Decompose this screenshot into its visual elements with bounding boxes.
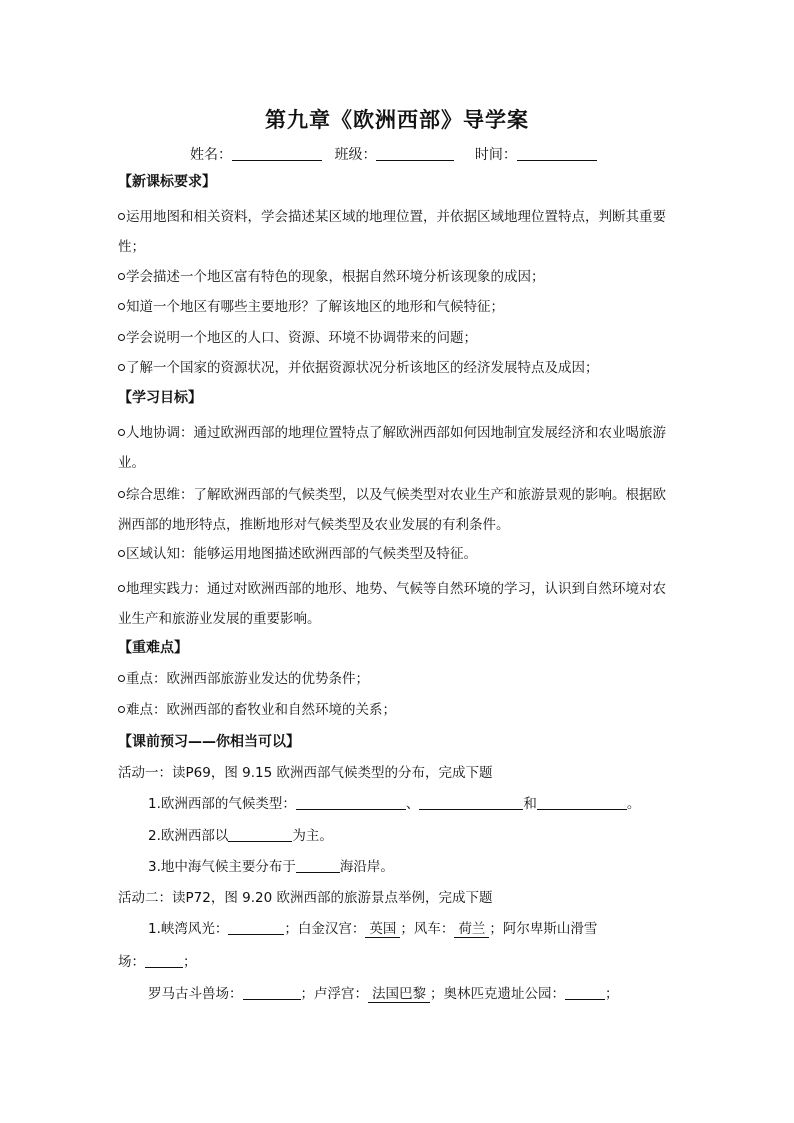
question-text: 1.欧洲西部的气候类型： [148, 796, 296, 812]
activity-two-line-3 [148, 984, 708, 1004]
list-item-text: 学会描述一个地区富有特色的现象，根据自然环境分析该现象的成因； [126, 269, 545, 285]
bullet-icon [118, 491, 125, 498]
bullet-icon [118, 675, 125, 682]
answer-blank[interactable] [296, 795, 406, 810]
list-item [118, 544, 678, 564]
name-label: 姓名： [190, 147, 232, 163]
question-text: 1.峡湾风光： [148, 921, 229, 937]
list-item [118, 202, 678, 262]
question-text: 3.地中海气候主要分布于 [148, 859, 296, 875]
answer-blank[interactable] [537, 795, 627, 810]
separator-text: 、 [405, 796, 420, 812]
list-item [118, 418, 678, 478]
list-item [118, 669, 678, 689]
answer-blank[interactable] [565, 985, 605, 1000]
name-blank[interactable] [232, 146, 322, 161]
bullet-icon [118, 550, 125, 557]
question-text: ；白金汉宫： [284, 921, 366, 937]
question-text: ； [605, 986, 619, 1002]
filled-answer[interactable]: 法国巴黎 [368, 986, 430, 1003]
question-text: 罗马古斗兽场： [148, 986, 243, 1002]
question-text: ；奥林匹克遗址公园： [430, 986, 565, 1002]
question-text: 海沿岸。 [339, 859, 394, 875]
bullet-icon [118, 213, 125, 220]
bullet-icon [118, 706, 125, 713]
list-item [118, 700, 678, 720]
answer-blank[interactable] [228, 827, 292, 842]
question-text: 2.欧洲西部以 [148, 828, 229, 844]
answer-blank[interactable] [228, 920, 284, 935]
activity-two-line-1 [148, 919, 708, 939]
list-item [118, 358, 678, 378]
list-item [118, 267, 678, 287]
filled-answer[interactable]: 荷兰 [454, 921, 489, 938]
activity-two-line-2 [118, 952, 678, 972]
activity-two-title: 活动二：读P72，图 9.20 欧洲西部的旅游景点举例，完成下题 [118, 890, 493, 906]
page-title: 第九章《欧洲西部》导学案 [265, 108, 529, 132]
section-heading-key-points: 【重难点】 [118, 640, 188, 656]
list-item-text: 知道一个地区有哪些主要地形？了解该地区的地形和气候特征； [126, 299, 504, 315]
list-item [118, 328, 678, 348]
question-text: 为主。 [292, 828, 333, 844]
question-3 [148, 857, 708, 877]
list-item-text: 重点：欧洲西部旅游业发达的优势条件； [126, 671, 369, 687]
bullet-icon [118, 334, 125, 341]
answer-blank[interactable] [296, 858, 340, 873]
list-item-text: 区域认知：能够运用地图描述欧洲西部的气候类型及特征。 [126, 546, 477, 562]
list-item-text: 学会说明一个地区的人口、资源、环境不协调带来的问题； [126, 330, 477, 346]
list-item [118, 480, 678, 540]
question-text: ；卢浮宫： [300, 986, 368, 1002]
activity-one-title: 活动一：读P69，图 9.15 欧洲西部气候类型的分布，完成下题 [118, 765, 493, 781]
answer-blank[interactable] [419, 795, 523, 810]
bullet-icon [118, 364, 125, 371]
separator-text: 和 [523, 796, 537, 812]
class-blank[interactable] [376, 146, 454, 161]
list-item-text: 综合思维：了解欧洲西部的气候类型，以及气候类型对农业生产和旅游景观的影响。根据欧洲西部的地形特点，推断地形对气候类型及农业发展的有利条件。 [118, 487, 666, 533]
time-label: 时间： [474, 147, 517, 163]
separator-text: 。 [626, 796, 641, 812]
question-text: ；阿尔卑斯山滑雪 [489, 921, 598, 937]
question-text: ； [183, 954, 197, 970]
question-2 [148, 826, 708, 846]
list-item-text: 难点：欧洲西部的畜牧业和自然环境的关系； [126, 702, 396, 718]
student-info-row [190, 144, 597, 164]
section-heading-objectives: 【学习目标】 [118, 390, 202, 406]
list-item-text: 运用地图和相关资料，学会描述某区域的地理位置，并依据区域地理位置特点，判断其重要性； [118, 209, 666, 255]
question-text: 场： [118, 954, 145, 970]
question-1 [148, 794, 708, 814]
section-heading-standards: 【新课标要求】 [118, 174, 216, 190]
question-text: ；风车： [400, 921, 455, 937]
answer-blank[interactable] [243, 985, 301, 1000]
class-label: 班级： [334, 147, 377, 163]
bullet-icon [118, 585, 125, 592]
bullet-icon [118, 273, 125, 280]
bullet-icon [118, 429, 125, 436]
list-item-text: 地理实践力：通过对欧洲西部的地形、地势、气候等自然环境的学习，认识到自然环境对农业生产和旅游业发展的重要影响。 [118, 581, 666, 627]
list-item-text: 人地协调：通过欧洲西部的地理位置特点了解欧洲西部如何因地制宜发展经济和农业喝旅游业。 [118, 425, 666, 471]
list-item-text: 了解一个国家的资源状况，并依据资源状况分析该地区的经济发展特点及成因； [126, 360, 599, 376]
section-heading-preview: 【课前预习——你相当可以】 [118, 734, 300, 750]
bullet-icon [118, 303, 125, 310]
filled-answer[interactable]: 英国 [365, 921, 400, 938]
time-blank[interactable] [517, 146, 597, 161]
list-item [118, 297, 678, 317]
list-item [118, 574, 678, 634]
answer-blank[interactable] [145, 953, 183, 968]
